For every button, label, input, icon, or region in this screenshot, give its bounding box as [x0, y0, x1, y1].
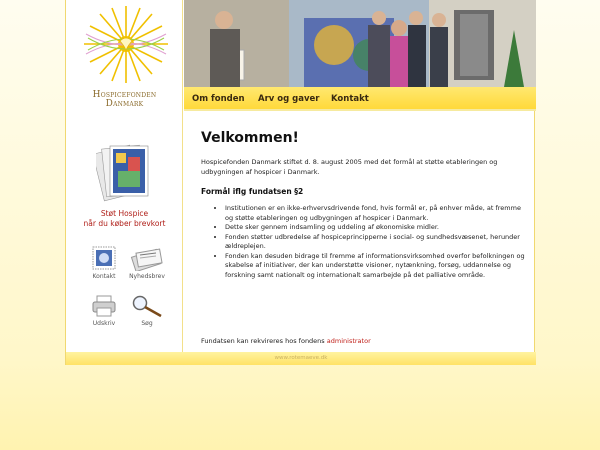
support-line-1: Støt Hospice	[100, 209, 149, 218]
header-photo	[184, 0, 536, 87]
purpose-list	[225, 204, 526, 280]
logo-line-2: Danmark	[105, 99, 144, 109]
logo-text	[66, 91, 183, 109]
page-title: Velkommen!	[201, 130, 299, 146]
credit-link[interactable]: www.rotemaeve.dk	[274, 355, 328, 361]
list-item: • Fonden støtter udbredelse af hospiceprincipperne i social- og sundhedsvæsenet, herunder ældreplejen.	[225, 233, 526, 252]
page-container	[65, 0, 535, 365]
search-label: Søg	[141, 320, 153, 327]
print-link[interactable]	[82, 294, 126, 327]
intro-text: Hospicefonden Danmark stiftet d. 8. august 2005 med det formål at støtte etableringen og udbygningen af hospicer i Danmark.	[201, 158, 498, 176]
list-item: • Institutionen er en ikke-erhvervsdrivende fond, hvis formål er, på enhver måde, at fremme og støtte etableringen og udbygningen af hospicer i Danmark.	[225, 204, 526, 223]
newsletter-label: Nyhedsbrev	[129, 273, 165, 280]
footer-note	[201, 337, 371, 345]
list-item: • Dette sker gennem indsamling og uddeling af økonomiske midler.	[225, 223, 526, 233]
newsletter-link[interactable]	[125, 245, 169, 280]
footer-note-text: Fundatsen kan rekvireres hos fondens	[201, 337, 325, 345]
postcards-icon[interactable]	[96, 143, 154, 203]
logo-line-1: Hospicefonden	[92, 90, 157, 100]
left-sidebar	[66, 0, 183, 352]
menu-item-om-fonden[interactable]: Om fonden	[192, 94, 245, 104]
print-label: Udskriv	[92, 320, 116, 327]
search-link[interactable]	[125, 294, 169, 327]
menu-item-arv-og-gaver[interactable]: Arv og gaver	[258, 94, 320, 104]
stamp-icon	[90, 245, 118, 271]
main-menu	[184, 87, 536, 111]
support-hospice-link[interactable]	[66, 209, 183, 229]
list-item: • Fonden kan desuden bidrage til fremme af informationsvirksomhed overfor befolkningen og skabelse af initiativer, der kan understøtte visioner, nytænkning, forsøg, uddannelse og forskning samt nationalt og internationalt samarbejde på det palliative område.	[225, 252, 526, 281]
section-heading: Formål iflg fundatsen §2	[201, 187, 304, 196]
main-content	[201, 130, 526, 280]
newspaper-icon	[129, 245, 165, 271]
contact-link[interactable]	[82, 245, 126, 280]
hospicefonden-logo-icon[interactable]	[80, 4, 172, 84]
contact-label: Kontakt	[92, 273, 116, 280]
bottom-bar	[66, 352, 536, 365]
support-line-2: når du køber brevkort	[83, 219, 166, 228]
administrator-link[interactable]: administrator	[326, 337, 371, 345]
menu-item-kontakt[interactable]: Kontakt	[331, 94, 369, 104]
printer-icon	[90, 294, 118, 318]
magnifier-icon	[129, 294, 165, 318]
